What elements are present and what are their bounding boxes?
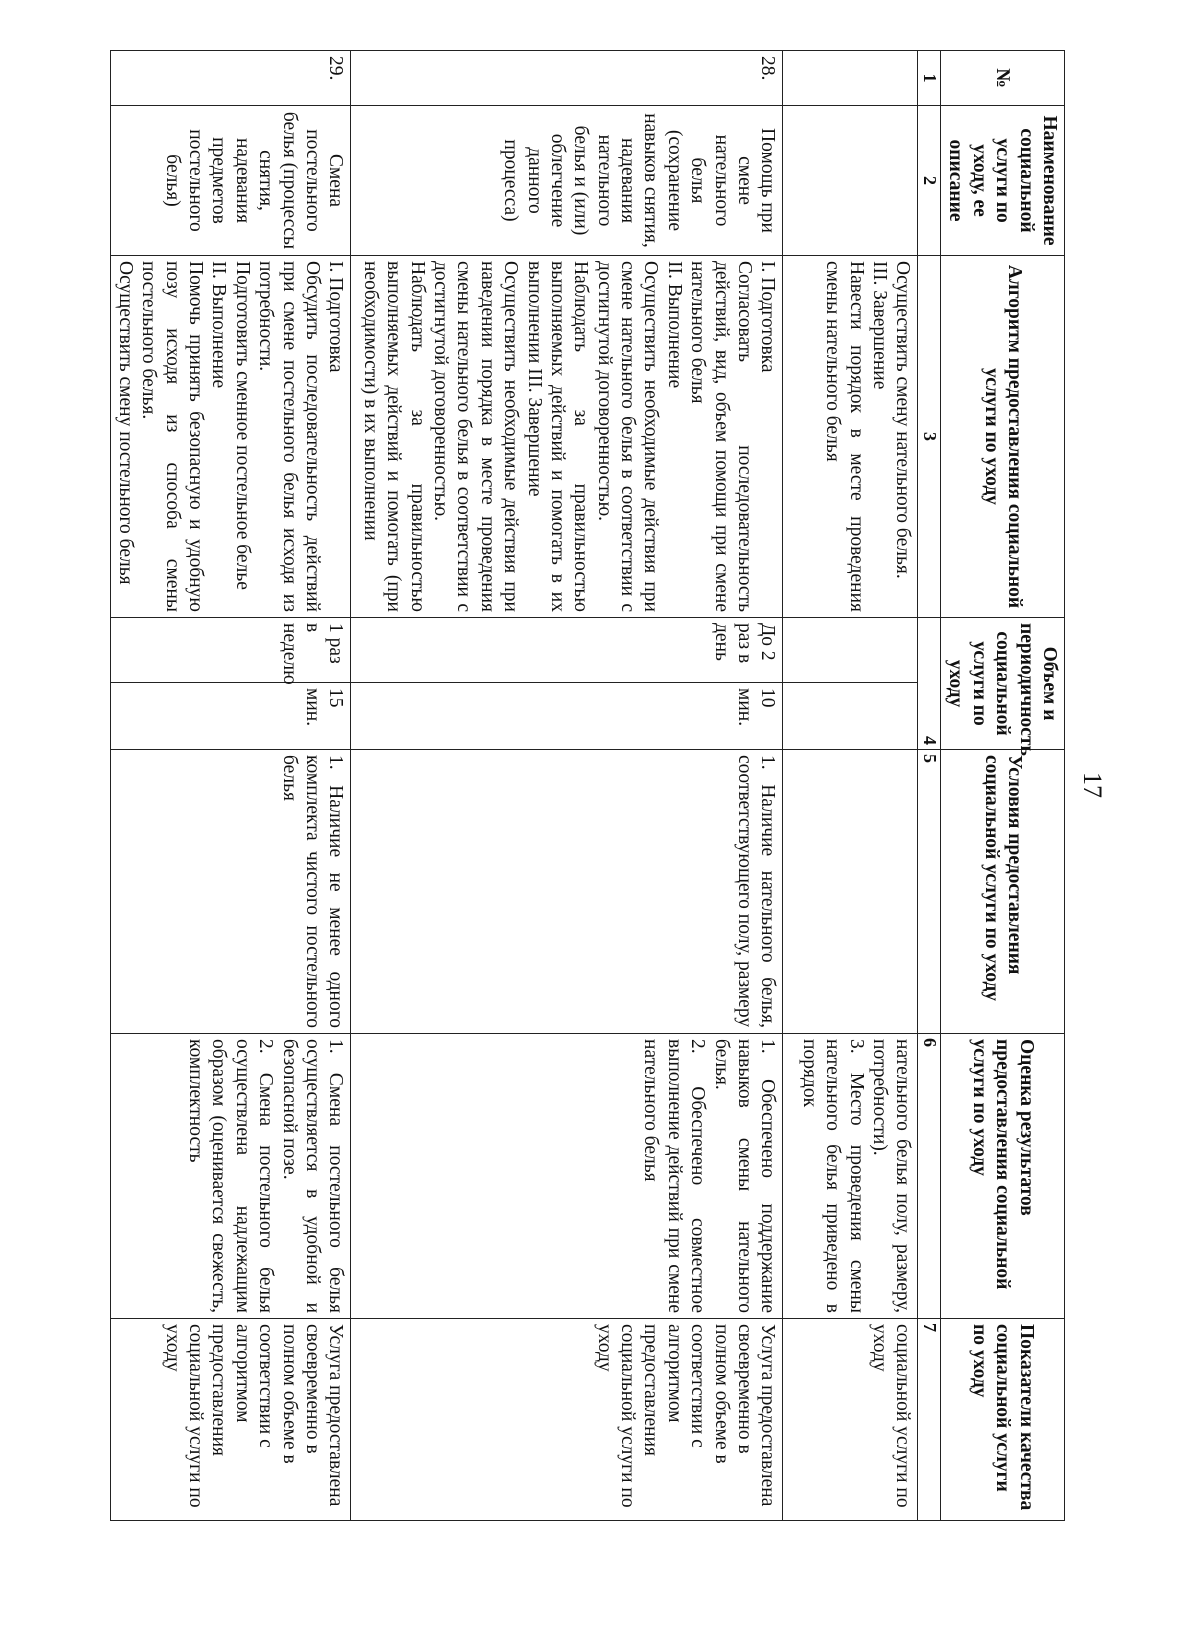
- cell-evaluation: [351, 1034, 783, 1319]
- column-number: 1: [918, 51, 941, 106]
- cell-name: Смена постельного белья (процессы снятия, надевания предметов постельного белья): [110, 106, 351, 256]
- evaluation-line: 2. Обеспечено совместное выполнение действий при смене нательного белья: [640, 1039, 709, 1314]
- column-number: 7: [918, 1319, 941, 1521]
- algorithm-line: Осуществить необходимые действия при смене нательного белья в соответствии с достигнутой договоренностью.: [593, 261, 662, 612]
- cell-duration: 15 мин.: [110, 683, 351, 750]
- algorithm-line: III. Завершение: [869, 261, 891, 390]
- header-name: Наименование социальной услуги по уходу, ее описание: [941, 106, 1065, 256]
- table-row: [783, 51, 918, 1521]
- cell-algorithm: [110, 256, 351, 618]
- services-table: [110, 50, 1065, 1521]
- cell-algorithm: [783, 256, 918, 618]
- cell-name: [783, 106, 918, 256]
- table-row: [110, 51, 351, 1521]
- header-quality: Показатели качества социальной услуги по уходу: [941, 1319, 1065, 1521]
- evaluation-line: 1. Обеспечено поддержание навыков смены нательного белья.: [710, 1039, 779, 1314]
- header-algorithm: Алгоритм предоставления социальной услуги по уходу: [941, 256, 1065, 618]
- page-number: 17: [1078, 772, 1107, 798]
- cell-frequency: До 2 раз в день: [351, 618, 783, 683]
- cell-num: 28.: [351, 51, 783, 106]
- evaluation-line: 3. Место проведения смены нательного белья приведено в порядок: [798, 1039, 867, 1314]
- cell-name: Помощь при смене нательного белья (сохранение навыков снятия, надевания нательного белья и (или) облегчение данного процесса): [351, 106, 783, 256]
- cell-conditions: 1. Наличие нательного белья, соответствующего полу, размеру: [351, 750, 783, 1034]
- algorithm-line: II. Выполнение: [208, 261, 230, 389]
- cell-evaluation: [110, 1034, 351, 1319]
- column-number-row: [918, 51, 941, 1521]
- algorithm-line: Помочь принять безопасную и удобную позу исходя из способа смены постельного белья.: [138, 261, 207, 612]
- column-number: 5: [918, 750, 941, 1034]
- evaluation-line: 2. Смена постельного белья осуществлена надлежащим образом (оценивается свежесть, комплектность: [185, 1039, 277, 1314]
- cell-duration: 10 мин.: [351, 683, 783, 750]
- algorithm-line: Наблюдать за правильностью выполняемых действий и помогать (при необходимости) в их выполнении: [359, 261, 428, 612]
- header-num: №: [941, 51, 1065, 106]
- rotated-document-page: [95, 50, 1115, 1520]
- column-number: 3: [918, 256, 941, 618]
- column-number: 2: [918, 106, 941, 256]
- cell-duration: [783, 683, 918, 750]
- algorithm-line: Согласовать последовательность действий, вид, объем помощи при смене нательного белья: [687, 261, 756, 612]
- cell-quality: Услуга предоставлена своевременно в полном объеме в соответствии с алгоритмом предоставления социальной услуги по уходу: [351, 1319, 783, 1521]
- evaluation-line: 1. Смена постельного белья осуществляется в удобной и безопасной позе.: [278, 1039, 347, 1314]
- cell-num: [783, 51, 918, 106]
- algorithm-line: Осуществить необходимые действия при наведении порядка в месте проведения смены нательного белья в соответствии с достигнутой договоренностью.: [429, 261, 522, 612]
- cell-evaluation: [783, 1034, 918, 1319]
- algorithm-line: Наблюдать за правильностью выполняемых действий и помогать в их выполнении III. Завершение: [523, 261, 592, 612]
- column-number: 4: [918, 618, 941, 750]
- cell-frequency: [783, 618, 918, 683]
- algorithm-line: Навести порядок в месте проведения смены нательного белья: [822, 261, 867, 612]
- algorithm-line: Осуществить смену нательного белья.: [892, 261, 914, 579]
- cell-frequency: 1 раз в неделю: [110, 618, 351, 683]
- cell-conditions: 1. Наличие не менее одного комплекта чистого постельного белья: [110, 750, 351, 1034]
- cell-algorithm: [351, 256, 783, 618]
- header-conditions: Условия предоставления социальной услуги по уходу: [941, 750, 1065, 1034]
- algorithm-line: Подготовить сменное постельное белье: [231, 261, 253, 590]
- algorithm-line: Осуществить смену постельного белья: [114, 261, 136, 585]
- algorithm-line: I. Подготовка: [325, 261, 347, 373]
- header-evaluation: Оценка результатов предоставления социальной услуги по уходу: [941, 1034, 1065, 1319]
- header-volume: Объем и периодичность социальной услуги по уходу: [941, 618, 1065, 750]
- algorithm-line: II. Выполнение: [663, 261, 685, 389]
- algorithm-line: Обсудить последовательность действий при смене постельного белья исходя из потребности.: [255, 261, 324, 612]
- header-row: [941, 51, 1065, 1521]
- cell-quality: Услуга предоставлена своевременно в полном объеме в соответствии с алгоритмом предоставления социальной услуги по уходу: [110, 1319, 351, 1521]
- cell-conditions: [783, 750, 918, 1034]
- column-number: 6: [918, 1034, 941, 1319]
- cell-num: 29.: [110, 51, 351, 106]
- table-row: [351, 51, 783, 1521]
- cell-quality: социальной услуги по уходу: [783, 1319, 918, 1521]
- algorithm-line: I. Подготовка: [757, 261, 779, 373]
- evaluation-line: нательного белья полу, размеру, потребности).: [869, 1039, 914, 1314]
